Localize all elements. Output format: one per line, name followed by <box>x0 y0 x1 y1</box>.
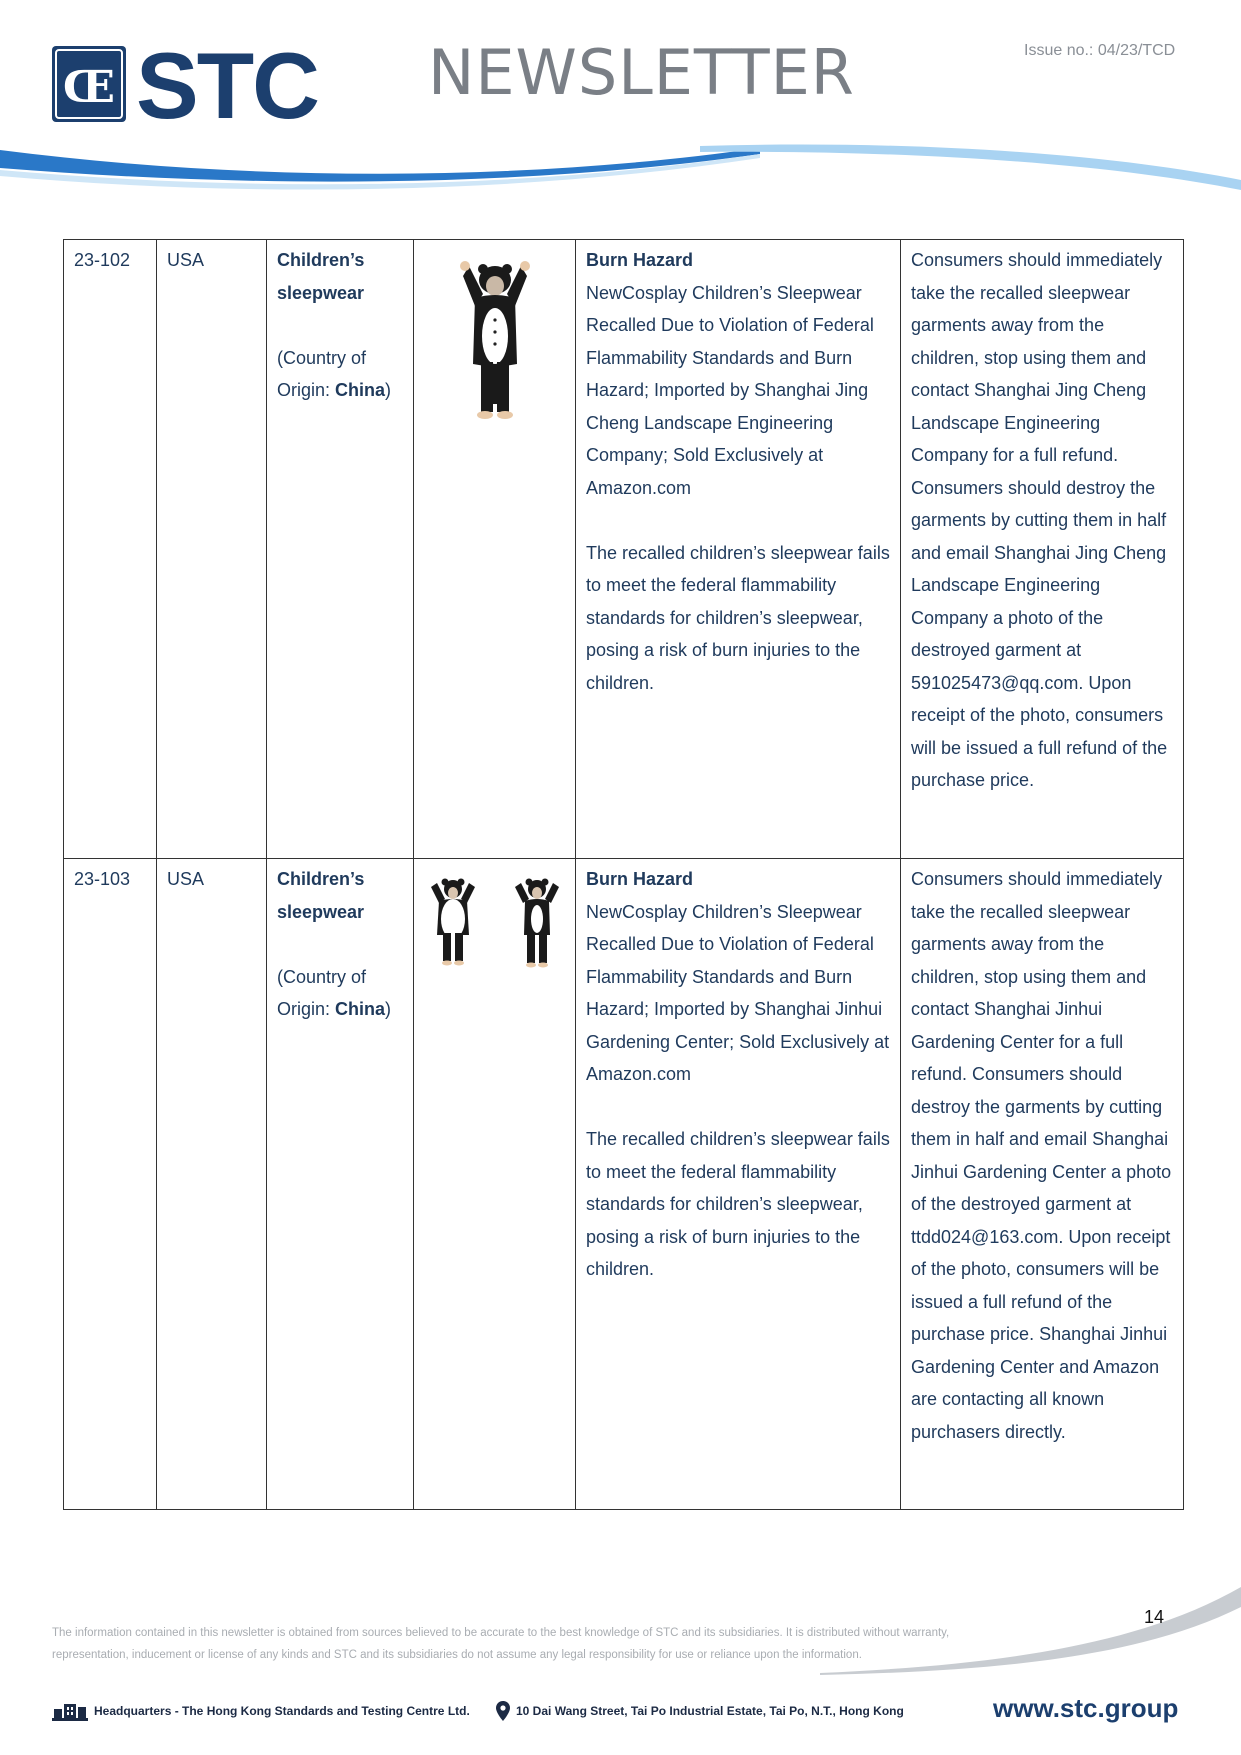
hazard-title: Burn Hazard <box>586 869 694 889</box>
disclaimer: The information contained in this newsletter is obtained from sources believed to be accurate to the best knowledge of STC and its subsidiaries. It is distributed without warranty, representation, inducement or license of any kinds and STC and its subsidiaries do not assume any legal responsibility for use or reliance upon the information. <box>52 1627 950 1661</box>
address-text: 10 Dai Wang Street, Tai Po Industrial Estate, Tai Po, N.T., Hong Kong <box>516 1704 904 1718</box>
hazard-cell <box>576 859 901 1510</box>
remedy-cell <box>901 859 1184 1510</box>
recall-table <box>63 239 1184 1510</box>
remedy-text: Consumers should immediately take the recalled sleepwear garments away from the children, stop using them and contact Shanghai Jing Cheng Landscape Engineering Company for a full refund. Consumers should destroy the garments by cutting them in half and email Shanghai Jing Cheng Landscape Engineering Company a photo of the destroyed garment at 591025473@qq.com. Upon receipt of the photo, consumers will be issued a full refund of the purchase price. <box>911 250 1168 790</box>
svg-text:Œ: Œ <box>63 62 115 113</box>
remedy-text: Consumers should immediately take the recalled sleepwear garments away from the children, stop using them and contact Shanghai Jinhui Gardening Center for a full refund. Consumers should destroy the garments by cutting them in half and email Shanghai Jinhui Gardening Center a photo of the destroyed garment at ttdd024@163.com. Upon receipt of the photo, consumers will be issued a full refund of the purchase price. Shanghai Jinhui Gardening Center and Amazon are contacting all known purchasers directly. <box>911 869 1172 1442</box>
header-swoosh <box>0 140 1241 200</box>
stc-logo <box>52 44 352 131</box>
page-header <box>0 0 1241 200</box>
origin-label: (Country of Origin: <box>277 966 367 1019</box>
product-cell <box>267 859 414 1510</box>
issue-number: Issue no.: 04/23/TCD <box>1024 42 1176 59</box>
origin-close: ) <box>385 380 392 400</box>
hazard-cell <box>576 240 901 859</box>
image-cell <box>414 859 576 1510</box>
panda-onesie-pair-image <box>425 873 565 973</box>
origin-country: China <box>335 380 386 400</box>
table-row <box>64 240 1184 859</box>
hazard-detail: The recalled children’s sleepwear fails to meet the federal flammability standards for children’s sleepwear, posing a risk of burn injuries to the children. <box>586 542 890 693</box>
hazard-detail: The recalled children’s sleepwear fails to meet the federal flammability standards for children’s sleepwear, posing a risk of burn injuries to the children. <box>586 1129 890 1279</box>
ref-cell <box>64 859 157 1510</box>
hazard-summary: NewCosplay Children’s Sleepwear Recalled Due to Violation of Federal Flammability Standards and Burn Hazard; Imported by Shanghai Jing Cheng Landscape Engineering Company; Sold Exclusively at Amazon.com <box>586 282 874 498</box>
product-cell <box>267 240 414 859</box>
headquarters-text: Headquarters - The Hong Kong Standards and Testing Centre Ltd. <box>94 1704 470 1718</box>
page-number: 14 <box>1144 1607 1165 1627</box>
origin-label: (Country of Origin: <box>277 347 367 400</box>
location-pin-icon <box>496 1701 510 1721</box>
country: USA <box>167 869 205 889</box>
ref-number: 23-103 <box>74 869 131 889</box>
panda-onesie-image <box>445 254 545 424</box>
country: USA <box>167 250 205 270</box>
address-line <box>496 1701 904 1721</box>
website-link[interactable]: www.stc.group <box>993 1693 1179 1723</box>
table-row <box>64 859 1184 1510</box>
newsletter-title: NEWSLETTER <box>428 36 855 109</box>
origin-country: China <box>335 999 386 1019</box>
building-icon <box>52 1701 88 1721</box>
origin-close: ) <box>385 999 392 1019</box>
country-cell <box>157 859 267 1510</box>
ref-number: 23-102 <box>74 250 131 270</box>
headquarters-line <box>52 1701 470 1721</box>
ref-cell <box>64 240 157 859</box>
hazard-summary: NewCosplay Children’s Sleepwear Recalled Due to Violation of Federal Flammability Standards and Burn Hazard; Imported by Shanghai Jinhui Gardening Center; Sold Exclusively at Amazon.com <box>586 901 890 1084</box>
remedy-cell <box>901 240 1184 859</box>
svg-text:STC: STC <box>136 44 318 126</box>
country-cell <box>157 240 267 859</box>
hazard-title: Burn Hazard <box>586 250 694 270</box>
product-name: Children’s sleepwear <box>277 250 365 303</box>
image-cell <box>414 240 576 859</box>
product-name: Children’s sleepwear <box>277 869 365 922</box>
